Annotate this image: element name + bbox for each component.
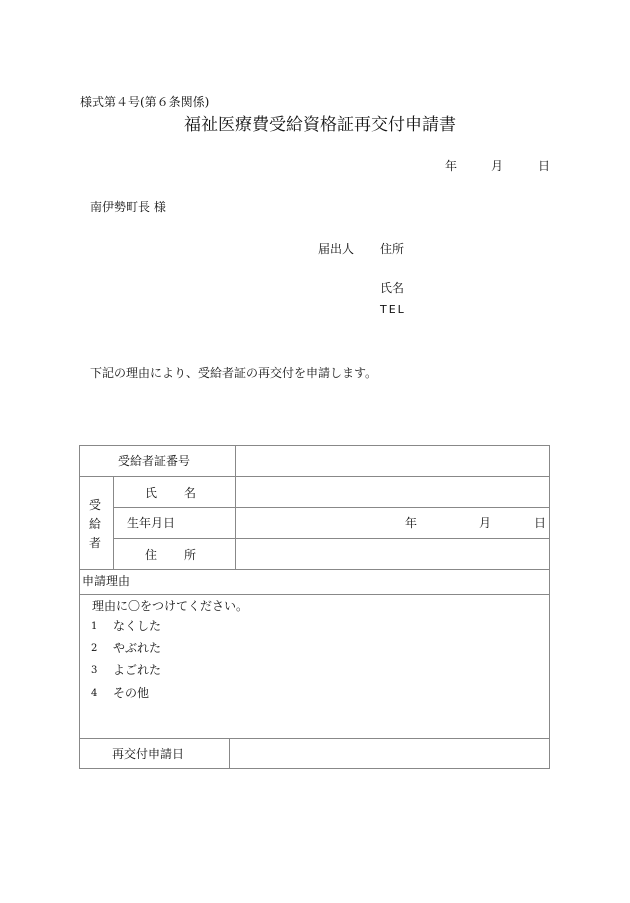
recipient-label-char: 給 <box>89 517 102 531</box>
applicant-tel-label: TEL <box>380 303 406 316</box>
table-border-bottom <box>79 768 550 769</box>
recipient-name-field[interactable] <box>237 478 548 506</box>
cert-number-label: 受給者証番号 <box>118 454 191 468</box>
document-title: 福祉医療費受給資格証再交付申請書 <box>184 115 456 135</box>
reason-option[interactable]: よごれた <box>113 663 162 677</box>
recipient-address-field[interactable] <box>237 540 548 568</box>
reason-option[interactable]: その他 <box>113 686 150 700</box>
table-border-right <box>549 445 550 769</box>
date-year-label: 年 <box>445 159 458 173</box>
reissue-date-label: 再交付申請日 <box>112 747 185 761</box>
table-column-divider <box>229 738 230 769</box>
reason-number: 1 <box>91 621 98 632</box>
birthdate-label: 生年月日 <box>127 516 176 530</box>
table-border-top <box>79 445 550 446</box>
date-day-label: 日 <box>538 159 551 173</box>
reason-option[interactable]: やぶれた <box>113 641 162 655</box>
application-statement: 下記の理由により、受給者証の再交付を申請します。 <box>90 366 378 380</box>
table-divider <box>79 594 550 595</box>
reason-instruction: 理由に〇をつけてください。 <box>92 599 249 613</box>
table-divider <box>79 738 550 739</box>
applicant-label: 届出人 <box>318 242 355 256</box>
recipient-label-char: 受 <box>89 498 102 512</box>
form-number: 様式第４号(第６条関係) <box>80 95 210 109</box>
name-label-char: 名 <box>184 486 197 500</box>
birth-month-label: 月 <box>479 516 492 530</box>
reason-header: 申請理由 <box>82 574 131 588</box>
birth-day-label: 日 <box>534 516 547 530</box>
applicant-name-label: 氏名 <box>380 281 405 295</box>
birth-year-label: 年 <box>405 516 418 530</box>
reissue-date-field[interactable] <box>231 740 548 767</box>
table-divider <box>79 569 550 570</box>
addressee: 南伊勢町長 様 <box>90 200 166 214</box>
name-label-char: 氏 <box>145 486 158 500</box>
table-column-divider <box>113 476 114 569</box>
reason-option[interactable]: なくした <box>113 619 162 633</box>
table-divider <box>79 476 550 477</box>
recipient-label-char: 者 <box>89 536 102 550</box>
date-month-label: 月 <box>491 159 504 173</box>
table-divider <box>113 538 550 539</box>
table-column-divider <box>235 445 236 569</box>
address-label-char: 所 <box>184 548 197 562</box>
reason-number: 4 <box>91 688 98 699</box>
table-border-left <box>79 445 80 769</box>
cert-number-field[interactable] <box>237 447 548 475</box>
applicant-address-label: 住所 <box>380 242 405 256</box>
reason-number: 2 <box>91 643 98 654</box>
table-divider <box>113 507 550 508</box>
reason-number: 3 <box>91 665 98 676</box>
address-label-char: 住 <box>145 548 158 562</box>
